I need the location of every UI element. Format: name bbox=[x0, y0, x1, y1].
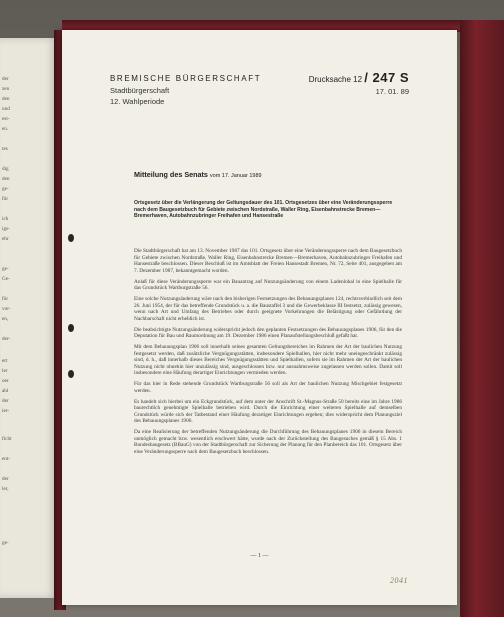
binder-cover-right bbox=[460, 20, 504, 617]
prev-page-fragment: ert bbox=[2, 358, 8, 364]
prev-page-fragment: igs- bbox=[2, 226, 10, 232]
prev-page-fragment: der bbox=[2, 76, 9, 82]
prev-page-fragment: für bbox=[2, 296, 9, 302]
punch-hole bbox=[68, 324, 74, 332]
paragraph: Anlaß für diese Veränderungssperre war ein Bauantrag auf Nutzungsänderung von einem Ladenlokal in eine Spielhalle für das Grundstück Wartburgstraße 56. bbox=[134, 278, 402, 291]
prev-page-fragment: der- bbox=[2, 336, 11, 342]
document-number bbox=[309, 70, 409, 85]
document-title bbox=[134, 170, 262, 179]
legislative-period: 12. Wahlperiode bbox=[110, 97, 165, 106]
subject-heading: Ortsgesetz über die Verlängerung der Geltungsdauer des 101. Ortsgesetzes über eine Veränderungssperre nach dem Baugesetzbuch für Gebiete zwischen Nordstraße, Waller Ring, Eisenbahnstrecke Bremen—Bremerhaven, Autobahnzubringer Freihafen und Hansestraße bbox=[134, 200, 393, 220]
prev-page-fragment: ge- bbox=[2, 186, 9, 192]
prev-page-fragment: zen bbox=[2, 86, 10, 92]
paragraph: Es handelt sich hierbei um ein Eckgrundstück, auf dem unter der Anschrift St.-Magnus-Straße 50 bereits eine im Jahre 1986 baurechtlich genehmigte Spielhalle betrieben wird. Durch die Einrichtung einer weiteren Spielhalle auf demselben Grundstück würde sich der Tatbestand einer Häufung derartiger Einrichtungen ergeben; dies widerspricht dem Planungsziel des Bebauungsplanes 1906. bbox=[134, 398, 402, 424]
prev-page-fragment: oer bbox=[2, 378, 9, 384]
prev-page-fragment: en, bbox=[2, 316, 9, 322]
body-text bbox=[134, 248, 402, 460]
prev-page-fragment: ler, bbox=[2, 486, 9, 492]
prev-page-fragment: vor- bbox=[2, 306, 11, 312]
prev-page-fragment: ent- bbox=[2, 456, 11, 462]
punch-hole bbox=[68, 370, 74, 378]
prev-page-fragment: ge- bbox=[2, 266, 9, 272]
handwritten-note: 2041 bbox=[390, 576, 408, 585]
paragraph: Eine solche Nutzungsänderung wäre nach den bisherigen Festsetzungen des Bebauungsplanes 124, rechtsverbindlich seit dem 26. Juni 1954, der für das betreffende Grundstück u. a. die Baustaffel 3 und die Gewerbeklasse III festsetzt, zulässig gewesen, wenn nach Art und Umfang des Betriebes oder durch geeignete Vorkehrungen die Belästigung oder Gefährdung der Nachbarschaft nicht erheblich ist. bbox=[134, 296, 402, 322]
previous-page-edge bbox=[0, 38, 58, 598]
prev-page-fragment: ehr bbox=[2, 236, 9, 242]
document-date: 17. 01. 89 bbox=[375, 87, 409, 96]
paragraph: Da eine Realisierung der betreffenden Nutzungsänderung die Durchführung des Bebauungsplanes 1906 in diesem Bereich unmöglich gemacht bzw. wesentlich erschwert hätte, wurde nach der Zurückstellung des Baugesuches gemäß § 15 Abs. 1 Bundesbaugesetz (BBauG) von der Stadtbürgerschaft zur Sicherung der Planung für den Planbereich das 101. Ortsgesetz über eine Veränderungssperre nach dem Baugesetzbuch beschlossen. bbox=[134, 429, 402, 455]
prev-page-fragment: ficht bbox=[2, 436, 12, 442]
prev-page-fragment: und bbox=[2, 106, 10, 112]
page-number: — 1 — bbox=[250, 553, 269, 559]
paragraph: Für das hier in Rede stehende Grundstück Wartburgstraße 56 soll als Art der baulichen Nutzung Mischgebiet festgesetzt werden. bbox=[134, 381, 402, 394]
prev-page-fragment: ahl bbox=[2, 388, 9, 394]
prev-page-fragment: der bbox=[2, 398, 9, 404]
paragraph: Mit dem Bebauungsplan 1906 soll innerhalb seines gesamten Geltungsbereiches im Rahmen der Art der baulichen Nutzung festgesetzt werden, daß zusätzliche Vergnügungsstätten, insbesondere Spielhallen, hier nicht mehr uneingeschränkt zulässig sind, d. h., daß innerhalb dieses Bereiches Vergnügungsstätten und Spielhallen, sofern sie im Rahmen der Art der baulichen Nutzung nicht ohnehin hier unzulässig sind, ausgeschlossen bzw. nur ausnahmsweise zugelassen werden sollen. Damit soll insbesondere eine Häufung derartiger Einrichtungen vermieden werden. bbox=[134, 344, 402, 376]
prev-page-fragment: est- bbox=[2, 116, 10, 122]
prev-page-fragment: ler bbox=[2, 368, 8, 374]
document-page bbox=[62, 30, 457, 605]
title-date: vom 17. Januar 1989 bbox=[209, 173, 262, 179]
document-label: Drucksache 12 bbox=[308, 75, 363, 84]
prev-page-fragment: dig bbox=[2, 166, 9, 172]
prev-page-fragment: ich bbox=[2, 216, 9, 222]
prev-page-fragment: den bbox=[2, 96, 10, 102]
prev-page-fragment: für bbox=[2, 196, 9, 202]
prev-page-fragment: tes bbox=[2, 146, 8, 152]
punch-hole bbox=[68, 234, 74, 242]
paragraph: Die Stadtbürgerschaft hat am 13. November 1987 das 101. Ortsgesetz über eine Veränderungssperre nach dem Baugesetzbuch für Gebiete zwischen Nordstraße, Waller Ring, Eisenbahnstrecke Bremen—Bremerhaven, Autobahnzubringer Freihafen und Hansestraße beschlossen. Dieser Beschluß ist im Amtsblatt der Freien Hansestadt Bremen, Nr. 72, Seite 401, ausgegeben am 7. Dezember 1987, bekanntgemacht worden. bbox=[134, 248, 402, 274]
document-number-value: / 247 S bbox=[364, 70, 409, 85]
prev-page-fragment: ier- bbox=[2, 408, 10, 414]
prev-page-fragment: Ge- bbox=[2, 276, 10, 282]
prev-page-fragment: der bbox=[2, 476, 9, 482]
prev-page-fragment: en. bbox=[2, 126, 9, 132]
organization-name: BREMISCHE BÜRGERSCHAFT bbox=[110, 74, 262, 83]
prev-page-fragment: ge- bbox=[2, 540, 9, 546]
title-main: Mitteilung des Senats bbox=[134, 170, 208, 179]
prev-page-fragment: den bbox=[2, 176, 10, 182]
parliament-body: Stadtbürgerschaft bbox=[110, 86, 170, 95]
paragraph: Die beabsichtigte Nutzungsänderung widerspricht jedoch den geplanten Festsetzungen des Bebauungsplanes 1906, für den die Deputation für Bau und Raumordnung am 19. Dezember 1986 einen Planaufstellungsbeschluß gefaßt hat. bbox=[134, 326, 403, 339]
